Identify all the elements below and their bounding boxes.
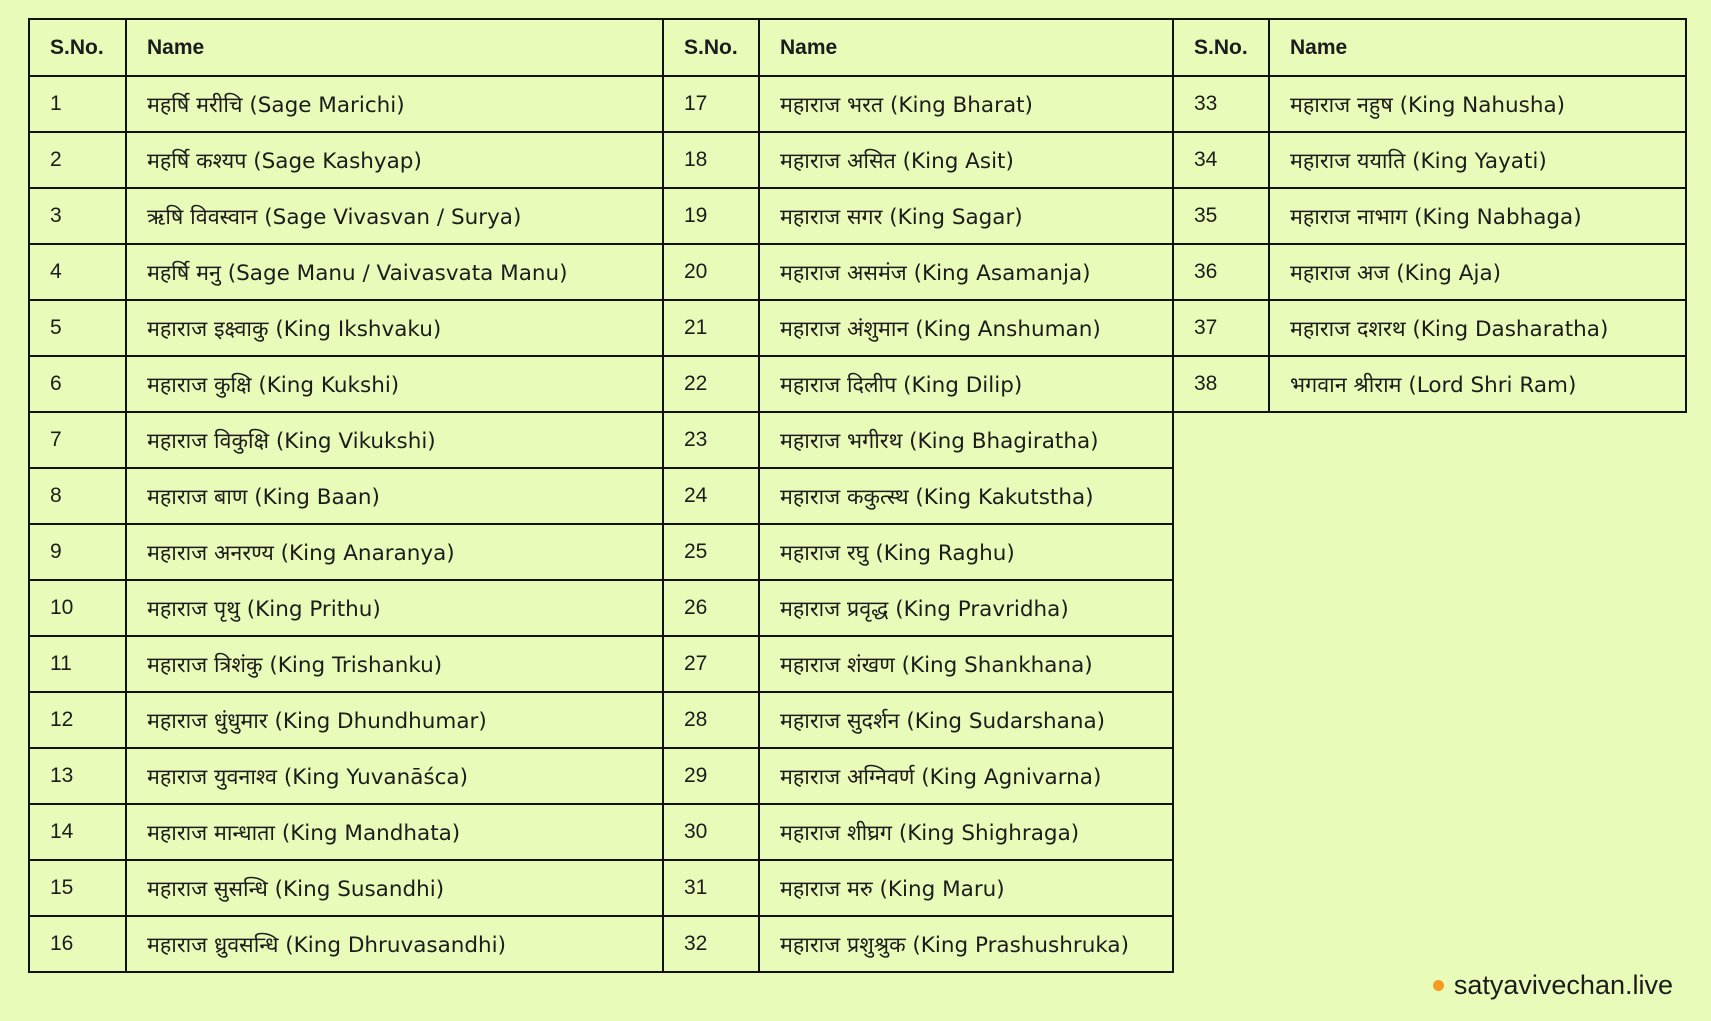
- sno-cell: 11: [29, 636, 126, 692]
- sno-cell: 30: [663, 804, 759, 860]
- sno-cell: 33: [1173, 76, 1269, 132]
- table-row: [663, 188, 1173, 244]
- sno-cell: 37: [1173, 300, 1269, 356]
- table-row: [663, 804, 1173, 860]
- table-row: [663, 636, 1173, 692]
- table-row: [663, 468, 1173, 524]
- name-cell: महाराज धुंधुमार (King Dhundhumar): [126, 692, 663, 748]
- table-row: [663, 356, 1173, 412]
- sno-header: S.No.: [29, 19, 126, 76]
- table-row: [663, 524, 1173, 580]
- name-cell: महाराज प्रशुश्रुक (King Prashushruka): [759, 916, 1173, 972]
- table-row: [663, 916, 1173, 972]
- name-cell: महाराज अनरण्य (King Anaranya): [126, 524, 663, 580]
- name-cell: महाराज सगर (King Sagar): [759, 188, 1173, 244]
- table-row: [1173, 76, 1686, 132]
- sno-cell: 25: [663, 524, 759, 580]
- table-row: [1173, 244, 1686, 300]
- table-3-body: [1173, 76, 1686, 412]
- sno-cell: 28: [663, 692, 759, 748]
- name-cell: महाराज अज (King Aja): [1269, 244, 1686, 300]
- name-cell: महाराज नाभाग (King Nabhaga): [1269, 188, 1686, 244]
- sno-cell: 19: [663, 188, 759, 244]
- sno-cell: 10: [29, 580, 126, 636]
- table-row: [663, 300, 1173, 356]
- sno-cell: 38: [1173, 356, 1269, 412]
- table-row: [29, 300, 663, 356]
- name-cell: महाराज विकुक्षि (King Vikukshi): [126, 412, 663, 468]
- name-cell: महाराज भगीरथ (King Bhagiratha): [759, 412, 1173, 468]
- name-cell: महाराज इक्ष्वाकु (King Ikshvaku): [126, 300, 663, 356]
- sno-cell: 29: [663, 748, 759, 804]
- sno-header: S.No.: [1173, 19, 1269, 76]
- table-row: [1173, 188, 1686, 244]
- table-row: [663, 412, 1173, 468]
- table-2-body: [663, 76, 1173, 972]
- name-header: Name: [126, 19, 663, 76]
- table-row: [663, 692, 1173, 748]
- sno-cell: 36: [1173, 244, 1269, 300]
- sno-cell: 32: [663, 916, 759, 972]
- sno-cell: 26: [663, 580, 759, 636]
- name-cell: महाराज ध्रुवसन्धि (King Dhruvasandhi): [126, 916, 663, 972]
- name-cell: महाराज असित (King Asit): [759, 132, 1173, 188]
- name-cell: महर्षि कश्यप (Sage Kashyap): [126, 132, 663, 188]
- sno-cell: 15: [29, 860, 126, 916]
- name-cell: महाराज दिलीप (King Dilip): [759, 356, 1173, 412]
- name-header: Name: [759, 19, 1173, 76]
- table-row: [663, 860, 1173, 916]
- table-row: [29, 188, 663, 244]
- table-row: [29, 860, 663, 916]
- name-cell: महाराज असमंज (King Asamanja): [759, 244, 1173, 300]
- sno-cell: 12: [29, 692, 126, 748]
- name-cell: महाराज त्रिशंकु (King Trishanku): [126, 636, 663, 692]
- watermark-text: satyavivechan.live: [1453, 970, 1673, 1000]
- name-cell: महाराज रघु (King Raghu): [759, 524, 1173, 580]
- name-cell: महाराज ककुत्स्थ (King Kakutstha): [759, 468, 1173, 524]
- name-cell: महाराज सुसन्धि (King Susandhi): [126, 860, 663, 916]
- sno-cell: 1: [29, 76, 126, 132]
- name-cell: महाराज शंखण (King Shankhana): [759, 636, 1173, 692]
- name-header: Name: [1269, 19, 1686, 76]
- sno-cell: 7: [29, 412, 126, 468]
- sno-header: S.No.: [663, 19, 759, 76]
- sno-cell: 14: [29, 804, 126, 860]
- sno-cell: 27: [663, 636, 759, 692]
- sno-cell: 13: [29, 748, 126, 804]
- table-row: [29, 412, 663, 468]
- sno-cell: 23: [663, 412, 759, 468]
- table-row: [29, 748, 663, 804]
- name-cell: महाराज शीघ्रग (King Shighraga): [759, 804, 1173, 860]
- lineage-table-3: [1172, 18, 1687, 413]
- sno-cell: 35: [1173, 188, 1269, 244]
- table-row: [29, 692, 663, 748]
- lineage-table-2: [662, 18, 1174, 973]
- name-cell: महर्षि मनु (Sage Manu / Vaivasvata Manu): [126, 244, 663, 300]
- name-cell: महाराज नहुष (King Nahusha): [1269, 76, 1686, 132]
- sno-cell: 24: [663, 468, 759, 524]
- name-cell: महाराज सुदर्शन (King Sudarshana): [759, 692, 1173, 748]
- table-row: [29, 244, 663, 300]
- sno-cell: 20: [663, 244, 759, 300]
- sno-cell: 6: [29, 356, 126, 412]
- name-cell: महाराज दशरथ (King Dasharatha): [1269, 300, 1686, 356]
- site-watermark: [1433, 970, 1673, 1001]
- name-cell: महाराज अंशुमान (King Anshuman): [759, 300, 1173, 356]
- name-cell: भगवान श्रीराम (Lord Shri Ram): [1269, 356, 1686, 412]
- table-row: [29, 916, 663, 972]
- table-row: [29, 524, 663, 580]
- sno-cell: 18: [663, 132, 759, 188]
- name-cell: महाराज बाण (King Baan): [126, 468, 663, 524]
- table-row: [663, 748, 1173, 804]
- sno-cell: 9: [29, 524, 126, 580]
- table-row: [29, 636, 663, 692]
- header-row: [1173, 19, 1686, 76]
- dot-icon: [1433, 980, 1444, 991]
- name-cell: महाराज अग्निवर्ण (King Agnivarna): [759, 748, 1173, 804]
- table-row: [1173, 132, 1686, 188]
- name-cell: ऋषि विवस्वान (Sage Vivasvan / Surya): [126, 188, 663, 244]
- name-cell: महाराज ययाति (King Yayati): [1269, 132, 1686, 188]
- table-row: [29, 132, 663, 188]
- table-row: [29, 804, 663, 860]
- sno-cell: 16: [29, 916, 126, 972]
- name-cell: महर्षि मरीचि (Sage Marichi): [126, 76, 663, 132]
- sno-cell: 21: [663, 300, 759, 356]
- table-row: [1173, 300, 1686, 356]
- table-row: [29, 468, 663, 524]
- sno-cell: 31: [663, 860, 759, 916]
- table-row: [663, 580, 1173, 636]
- name-cell: महाराज प्रवृद्ध (King Pravridha): [759, 580, 1173, 636]
- name-cell: महाराज पृथु (King Prithu): [126, 580, 663, 636]
- header-row: [663, 19, 1173, 76]
- sno-cell: 5: [29, 300, 126, 356]
- table-row: [29, 580, 663, 636]
- table-row: [663, 132, 1173, 188]
- sno-cell: 2: [29, 132, 126, 188]
- lineage-table-1: [28, 18, 664, 973]
- table-row: [663, 76, 1173, 132]
- name-cell: महाराज भरत (King Bharat): [759, 76, 1173, 132]
- table-row: [663, 244, 1173, 300]
- name-cell: महाराज मरु (King Maru): [759, 860, 1173, 916]
- sno-cell: 34: [1173, 132, 1269, 188]
- header-row: [29, 19, 663, 76]
- sno-cell: 8: [29, 468, 126, 524]
- name-cell: महाराज कुक्षि (King Kukshi): [126, 356, 663, 412]
- name-cell: महाराज युवनाश्व (King Yuvanāśca): [126, 748, 663, 804]
- table-1-body: [29, 76, 663, 972]
- sno-cell: 4: [29, 244, 126, 300]
- sno-cell: 17: [663, 76, 759, 132]
- sno-cell: 3: [29, 188, 126, 244]
- table-row: [29, 76, 663, 132]
- sno-cell: 22: [663, 356, 759, 412]
- name-cell: महाराज मान्धाता (King Mandhata): [126, 804, 663, 860]
- table-row: [29, 356, 663, 412]
- table-row: [1173, 356, 1686, 412]
